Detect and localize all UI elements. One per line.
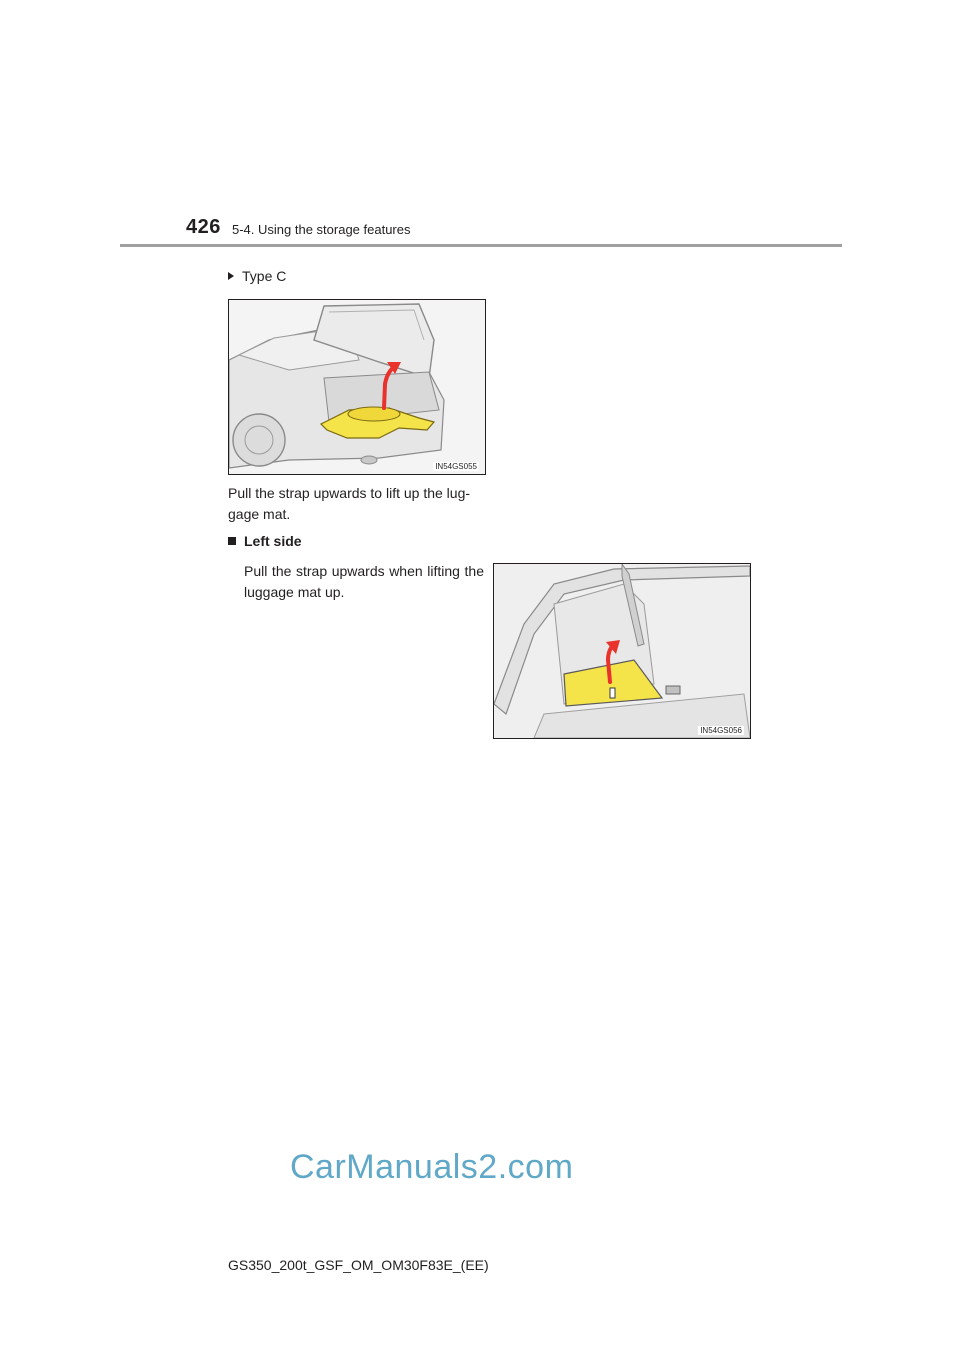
- car-trunk-illustration: [229, 300, 485, 474]
- footer-document-code: GS350_200t_GSF_OM_OM30F83E_(EE): [228, 1257, 489, 1273]
- section-title: 5-4. Using the storage features: [232, 222, 411, 237]
- type-label: [228, 268, 286, 284]
- page-number: 426: [186, 216, 221, 238]
- square-bullet-icon: [228, 537, 236, 545]
- type-label-text: Type C: [242, 268, 287, 284]
- trunk-illustration-figure: [228, 299, 486, 475]
- instruction-paragraph-left-side: Pull the strap upwards when lifting the luggage mat up.: [244, 563, 484, 600]
- figure-code: IN54GS056: [700, 726, 742, 735]
- triangle-bullet-icon: [228, 272, 234, 280]
- figure-code: IN54GS055: [435, 462, 477, 471]
- section-heading: [228, 533, 302, 549]
- luggage-compartment-illustration: [494, 564, 750, 738]
- instruction-paragraph: Pull the strap upwards to lift up the lug-gage mat.: [228, 485, 471, 522]
- header-rule: [120, 244, 842, 247]
- luggage-mat-illustration-figure: [493, 563, 751, 739]
- section-heading-text: Left side: [244, 533, 302, 549]
- watermark-logo: CarManuals2.com: [290, 1148, 574, 1186]
